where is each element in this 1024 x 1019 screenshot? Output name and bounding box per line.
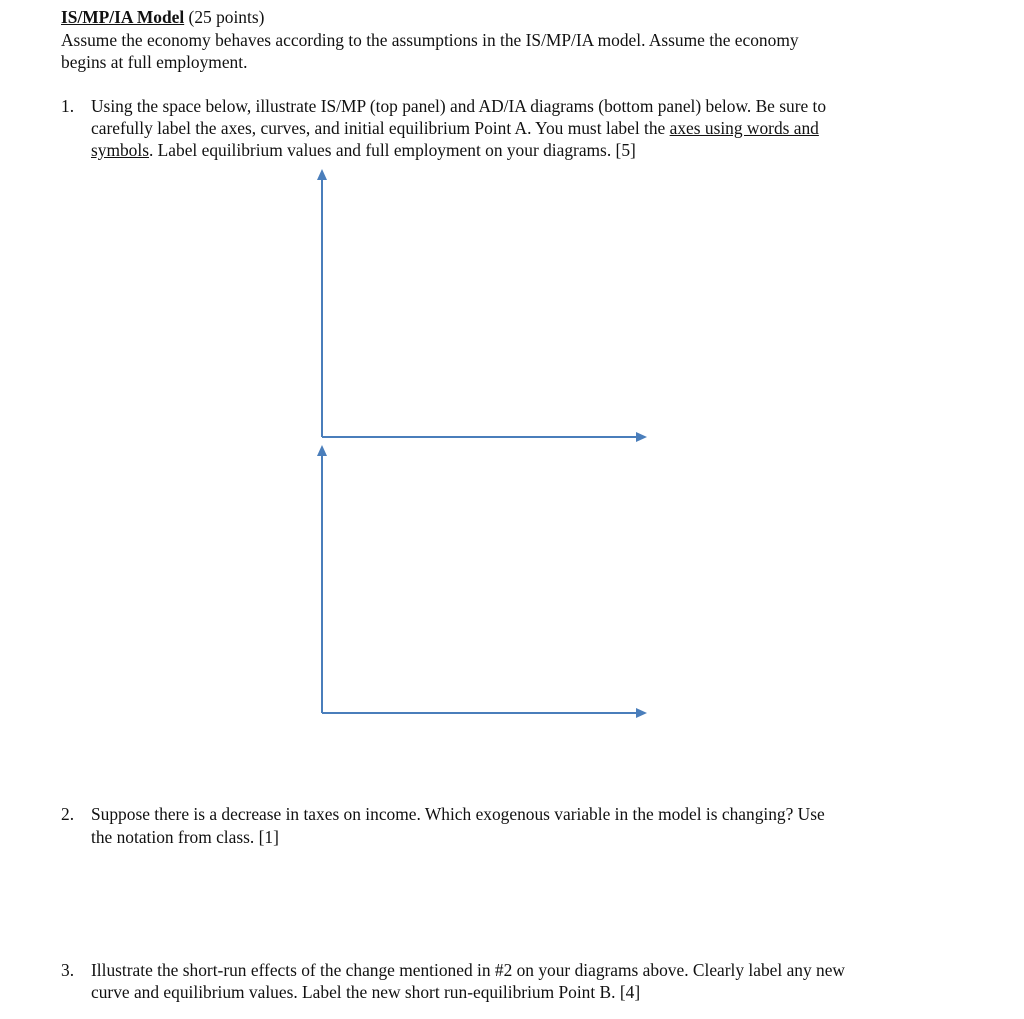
top-panel-y-arrow: [317, 169, 327, 180]
intro-line-1: Assume the economy behaves according to the assumptions in the IS/MP/IA model. Assume the economy: [61, 30, 799, 50]
title-points: (25 points): [188, 7, 265, 27]
question-2-line-2: the notation from class. [1]: [91, 827, 279, 847]
bottom-panel-y-arrow: [317, 445, 327, 456]
question-1-underlined-axes: axes using words and: [669, 118, 819, 138]
question-1-number: 1.: [61, 96, 75, 116]
title-text: IS/MP/IA Model: [61, 7, 185, 27]
question-2-number: 2.: [61, 804, 75, 824]
intro-line-2: begins at full employment.: [61, 52, 248, 72]
question-3-line-2: curve and equilibrium values. Label the new short run-equilibrium Point B. [4]: [91, 982, 641, 1002]
question-1-underlined-symbols: symbols: [91, 140, 149, 160]
bottom-panel-x-arrow: [636, 708, 647, 718]
top-panel-axes: [317, 169, 647, 442]
question-3-number: 3.: [61, 960, 75, 980]
question-2-line-1: Suppose there is a decrease in taxes on income. Which exogenous variable in the model is changing? Use: [91, 804, 825, 824]
question-1-line-1: Using the space below, illustrate IS/MP (top panel) and AD/IA diagrams (bottom panel) below. Be sure to: [91, 96, 827, 116]
top-panel-x-arrow: [636, 432, 647, 442]
question-1-line-2a: carefully label the axes, curves, and initial equilibrium Point A. You must label the: [91, 118, 670, 138]
question-3-line-1: Illustrate the short-run effects of the change mentioned in #2 on your diagrams above. Clearly label any new: [91, 960, 845, 980]
bottom-panel-axes: [317, 445, 647, 718]
question-1-line-3b: . Label equilibrium values and full employment on your diagrams. [5]: [148, 140, 636, 160]
